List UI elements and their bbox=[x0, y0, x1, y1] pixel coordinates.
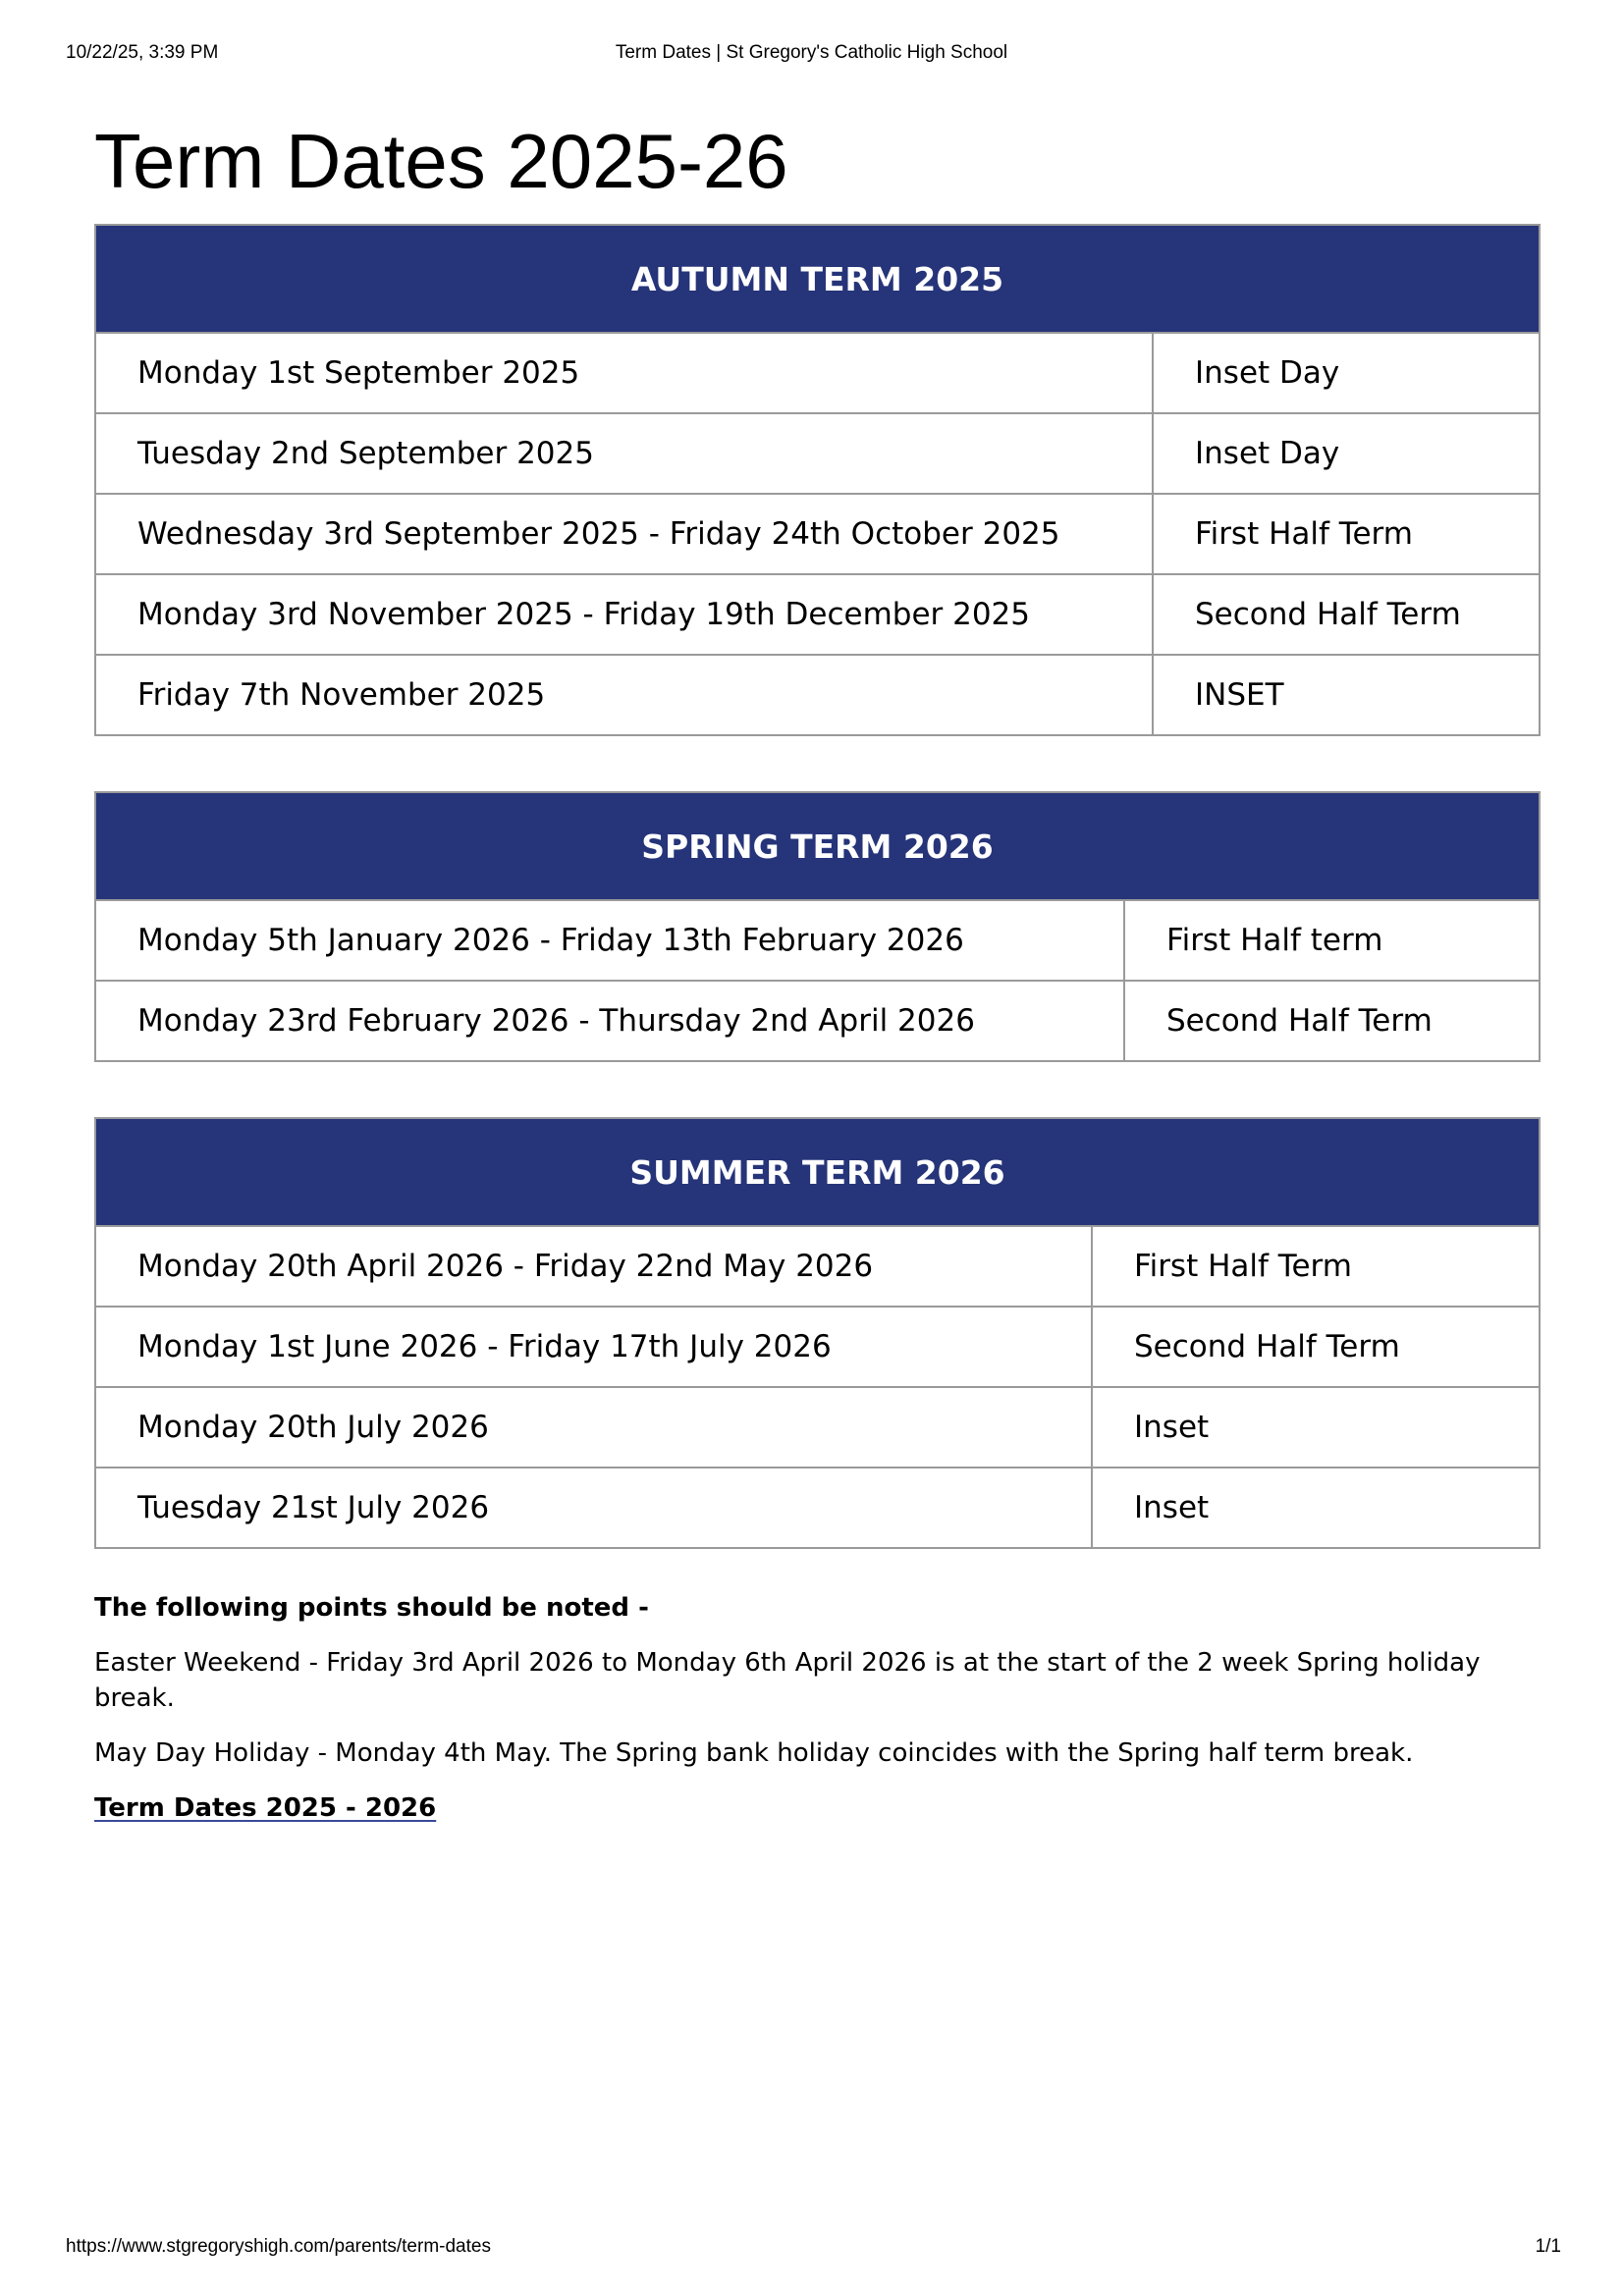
table-row bbox=[95, 574, 1540, 655]
date-cell: Tuesday 21st July 2026 bbox=[95, 1468, 1092, 1548]
summer-term-table bbox=[94, 1117, 1541, 1549]
label-cell: First Half term bbox=[1124, 900, 1540, 981]
label-cell: Inset bbox=[1092, 1468, 1540, 1548]
table-row bbox=[95, 655, 1540, 735]
label-cell: Second Half Term bbox=[1092, 1307, 1540, 1387]
term-heading: SPRING TERM 2026 bbox=[95, 792, 1540, 900]
label-cell: INSET bbox=[1153, 655, 1540, 735]
easter-note: Easter Weekend - Friday 3rd April 2026 to Monday 6th April 2026 is at the start of the 2 week Spring holiday break. bbox=[94, 1648, 1481, 1713]
main-content bbox=[94, 110, 1541, 1845]
table-row bbox=[95, 900, 1540, 981]
label-cell: First Half Term bbox=[1092, 1226, 1540, 1307]
table-row bbox=[95, 1307, 1540, 1387]
table-row bbox=[95, 1226, 1540, 1307]
date-cell: Friday 7th November 2025 bbox=[95, 655, 1153, 735]
print-url: https://www.stgregoryshigh.com/parents/term-dates bbox=[66, 2236, 491, 2257]
table-row bbox=[95, 413, 1540, 494]
term-heading: SUMMER TERM 2026 bbox=[95, 1118, 1540, 1226]
label-cell: Second Half Term bbox=[1153, 574, 1540, 655]
date-cell: Wednesday 3rd September 2025 - Friday 24th October 2025 bbox=[95, 494, 1153, 574]
date-cell: Monday 20th April 2026 - Friday 22nd May 2026 bbox=[95, 1226, 1092, 1307]
date-cell: Monday 3rd November 2025 - Friday 19th December 2025 bbox=[95, 574, 1153, 655]
table-row bbox=[95, 981, 1540, 1061]
may-day-note: May Day Holiday - Monday 4th May. The Spring bank holiday coincides with the Spring half term break. bbox=[94, 1738, 1414, 1768]
page-number: 1/1 bbox=[1535, 2236, 1561, 2257]
spring-term-table bbox=[94, 791, 1541, 1062]
autumn-term-table bbox=[94, 224, 1541, 736]
date-cell: Monday 1st September 2025 bbox=[95, 333, 1153, 413]
table-row bbox=[95, 494, 1540, 574]
date-cell: Monday 23rd February 2026 - Thursday 2nd April 2026 bbox=[95, 981, 1124, 1061]
label-cell: First Half Term bbox=[1153, 494, 1540, 574]
label-cell: Second Half Term bbox=[1124, 981, 1540, 1061]
table-row bbox=[95, 1468, 1540, 1548]
label-cell: Inset Day bbox=[1153, 413, 1540, 494]
term-dates-link[interactable]: Term Dates 2025 - 2026 bbox=[94, 1793, 437, 1823]
table-row bbox=[95, 1387, 1540, 1468]
table-row bbox=[95, 333, 1540, 413]
label-cell: Inset bbox=[1092, 1387, 1540, 1468]
date-cell: Monday 20th July 2026 bbox=[95, 1387, 1092, 1468]
notes-heading: The following points should be noted - bbox=[94, 1593, 649, 1623]
date-cell: Monday 1st June 2026 - Friday 17th July 2026 bbox=[95, 1307, 1092, 1387]
notes-section bbox=[94, 1590, 1541, 1826]
print-datetime: 10/22/25, 3:39 PM bbox=[66, 42, 219, 63]
term-heading: AUTUMN TERM 2025 bbox=[95, 225, 1540, 333]
date-cell: Tuesday 2nd September 2025 bbox=[95, 413, 1153, 494]
print-page-title: Term Dates | St Gregory's Catholic High School bbox=[615, 42, 1008, 63]
date-cell: Monday 5th January 2026 - Friday 13th February 2026 bbox=[95, 900, 1124, 981]
page-title: Term Dates 2025-26 bbox=[94, 118, 788, 204]
label-cell: Inset Day bbox=[1153, 333, 1540, 413]
